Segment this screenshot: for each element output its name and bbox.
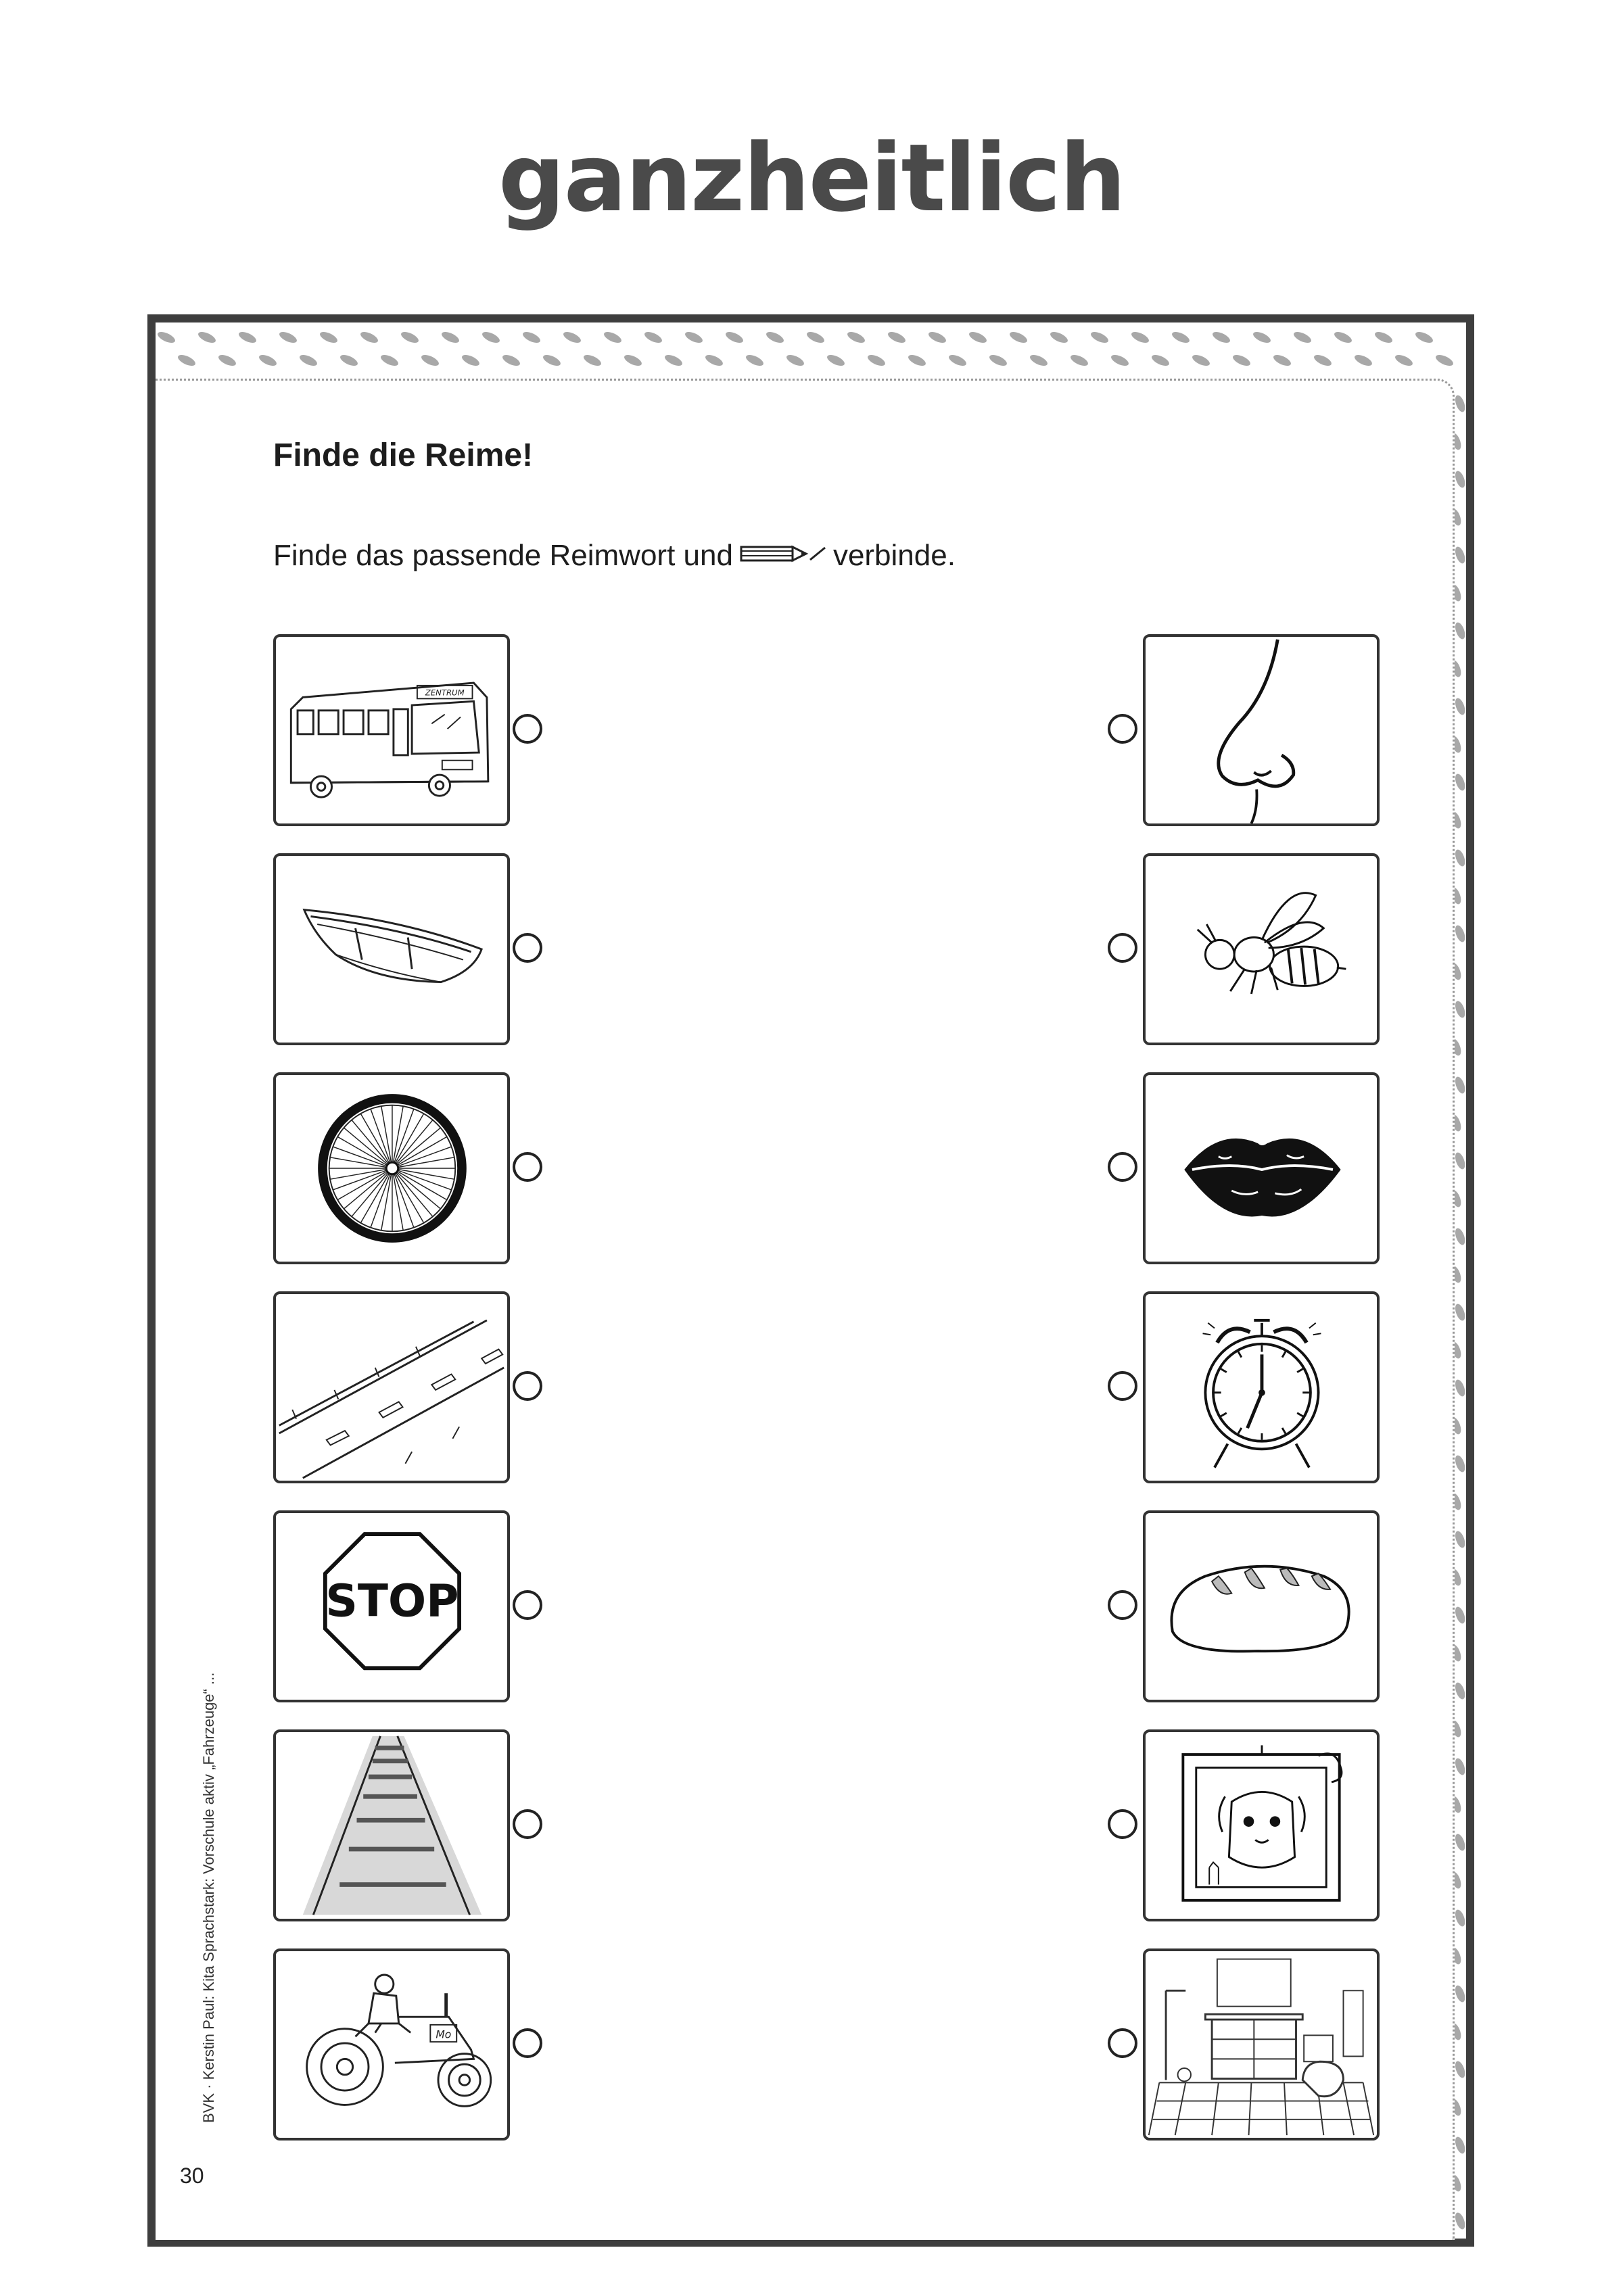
decor-dash — [1434, 353, 1455, 368]
decor-dash — [1453, 1530, 1467, 1550]
decor-dash — [1414, 330, 1434, 345]
decor-dash — [1453, 773, 1467, 792]
decor-dash — [1150, 353, 1171, 368]
decor-dash — [907, 353, 927, 368]
decor-dash — [724, 330, 745, 345]
decor-dash — [1453, 621, 1467, 641]
decor-dash — [582, 353, 603, 368]
decor-dash — [887, 330, 907, 345]
decor-dash — [1110, 353, 1130, 368]
decor-dash — [298, 353, 319, 368]
pencil-icon — [740, 541, 828, 571]
decor-dash — [1453, 1984, 1467, 2004]
picture-card-alarm-clock — [1143, 1291, 1380, 1483]
decor-dash — [1453, 1909, 1467, 1928]
page-title: ganzheitlich — [498, 124, 1125, 233]
decor-dash — [947, 353, 968, 368]
decor-dash — [1453, 1303, 1467, 1322]
decor-dash — [1313, 353, 1333, 368]
decor-dash — [359, 330, 379, 345]
decor-dash — [1453, 1000, 1467, 1020]
worksheet-heading: Finde die Reime! — [273, 437, 534, 473]
decor-dash — [217, 353, 237, 368]
decor-dash — [1453, 848, 1467, 868]
bee-icon — [1146, 856, 1377, 1043]
picture-card-bee — [1143, 853, 1380, 1045]
decor-dash — [1333, 330, 1353, 345]
instruction-text-start: Finde das passende Reimwort und — [273, 539, 733, 572]
connect-dot-right-1[interactable] — [1108, 714, 1137, 744]
picture-card-tractor — [273, 1948, 510, 2140]
alarm-clock-icon — [1146, 1294, 1377, 1481]
picture-card-boat — [273, 853, 510, 1045]
connect-dot-left-2[interactable] — [513, 933, 542, 963]
decor-dash — [156, 330, 177, 345]
bathroom-icon — [1146, 1951, 1377, 2138]
decor-dash — [623, 353, 643, 368]
picture-card-wheel — [273, 1072, 510, 1264]
decor-dash — [1130, 330, 1150, 345]
decor-dash — [1453, 1606, 1467, 1625]
decor-dash — [339, 353, 359, 368]
decor-dash — [1453, 2060, 1467, 2080]
decor-dash — [1453, 394, 1467, 414]
connect-dot-left-1[interactable] — [513, 714, 542, 744]
decor-dash — [197, 330, 217, 345]
connect-dot-right-7[interactable] — [1108, 2028, 1137, 2058]
decor-dash — [927, 330, 947, 345]
decor-dash — [1453, 1681, 1467, 1701]
picture-card-rails — [273, 1729, 510, 1921]
connect-dot-right-6[interactable] — [1108, 1809, 1137, 1839]
stop-sign-text: STOP — [325, 1575, 459, 1627]
picture-card-lips — [1143, 1072, 1380, 1264]
decor-dash — [1394, 353, 1414, 368]
decor-dash — [400, 330, 420, 345]
railway-track-icon — [276, 1732, 507, 1919]
decor-dash — [1453, 470, 1467, 489]
decor-dash — [1211, 330, 1231, 345]
connect-dot-left-6[interactable] — [513, 1809, 542, 1839]
picture-card-picture — [1143, 1729, 1380, 1921]
publisher-credit: BVK · Kerstin Paul: Kita Sprachstark: Vorschule aktiv „Fahrzeuge“ ... — [200, 1672, 217, 2123]
decor-dash — [1453, 1076, 1467, 1095]
decor-dash — [684, 330, 704, 345]
connect-dot-left-4[interactable] — [513, 1371, 542, 1401]
decor-dash — [1292, 330, 1313, 345]
decor-dash — [237, 330, 258, 345]
decor-dash — [1272, 353, 1292, 368]
rowboat-icon — [276, 856, 507, 1043]
road-icon — [276, 1294, 507, 1481]
connect-dot-left-5[interactable] — [513, 1590, 542, 1620]
decor-dash — [1252, 330, 1272, 345]
decor-dash — [663, 353, 684, 368]
decor-dash — [379, 353, 400, 368]
framed-picture-icon — [1146, 1732, 1377, 1919]
decor-dash — [258, 353, 278, 368]
decor-dash — [1089, 330, 1110, 345]
stop-sign-icon — [276, 1513, 507, 1700]
decor-dash — [501, 353, 521, 368]
decor-dash — [1453, 546, 1467, 565]
decor-dash — [1191, 353, 1211, 368]
bicycle-wheel-icon — [276, 1075, 507, 1262]
decor-dash — [1453, 924, 1467, 944]
decor-dash — [866, 353, 887, 368]
decor-dash — [704, 353, 724, 368]
decor-dash — [988, 353, 1008, 368]
bus-icon — [276, 637, 507, 823]
picture-card-road — [273, 1291, 510, 1483]
page-number: 30 — [180, 2163, 204, 2188]
decor-dash — [1453, 1227, 1467, 1247]
picture-card-stop-sign — [273, 1510, 510, 1702]
picture-card-bread — [1143, 1510, 1380, 1702]
decor-dash — [846, 330, 866, 345]
decor-dash — [420, 353, 440, 368]
decor-dash — [968, 330, 988, 345]
decor-dash — [1353, 353, 1373, 368]
bus-sign-text: ZENTRUM — [425, 688, 465, 698]
decor-dash — [521, 330, 542, 345]
decor-dash — [440, 330, 461, 345]
decor-dash — [805, 330, 826, 345]
decor-dash — [643, 330, 663, 345]
decor-dash — [745, 353, 765, 368]
decor-dash — [1049, 330, 1069, 345]
lips-icon — [1146, 1075, 1377, 1262]
decor-dash — [1453, 1151, 1467, 1171]
decor-dash — [481, 330, 501, 345]
worksheet-instruction — [273, 541, 956, 571]
decor-dash — [1171, 330, 1191, 345]
decor-dash — [1453, 2136, 1467, 2155]
decor-dash — [1453, 2211, 1467, 2231]
decor-dash — [1069, 353, 1089, 368]
connect-dot-right-2[interactable] — [1108, 933, 1137, 963]
decor-dash — [1453, 697, 1467, 717]
decor-dash — [1373, 330, 1394, 345]
decor-dash — [1453, 1833, 1467, 1852]
connect-dot-right-4[interactable] — [1108, 1371, 1137, 1401]
picture-card-nose — [1143, 634, 1380, 826]
picture-card-bathroom — [1143, 1948, 1380, 2140]
decor-dash — [826, 353, 846, 368]
bread-loaf-icon — [1146, 1513, 1377, 1700]
decor-dash — [319, 330, 339, 345]
decor-dash — [785, 353, 805, 368]
decor-dash — [1453, 1757, 1467, 1777]
connect-dot-left-7[interactable] — [513, 2028, 542, 2058]
picture-card-bus — [273, 634, 510, 826]
decor-dash — [562, 330, 582, 345]
decor-dash — [1231, 353, 1252, 368]
connect-dot-left-3[interactable] — [513, 1152, 542, 1182]
tractor-icon — [276, 1951, 507, 2138]
instruction-text-end: verbinde. — [832, 539, 956, 572]
decor-dash — [603, 330, 623, 345]
decor-dash — [1453, 1379, 1467, 1398]
nose-icon — [1146, 637, 1377, 823]
decor-dash — [278, 330, 298, 345]
decor-dash — [461, 353, 481, 368]
svg-text:Mo: Mo — [436, 2028, 452, 2041]
decor-dash — [765, 330, 785, 345]
connect-dot-right-5[interactable] — [1108, 1590, 1137, 1620]
connect-dot-right-3[interactable] — [1108, 1152, 1137, 1182]
decor-dash — [1008, 330, 1029, 345]
decor-dash — [1029, 353, 1049, 368]
decor-dash — [177, 353, 197, 368]
decor-dash — [542, 353, 562, 368]
decor-dash — [1453, 1454, 1467, 1474]
